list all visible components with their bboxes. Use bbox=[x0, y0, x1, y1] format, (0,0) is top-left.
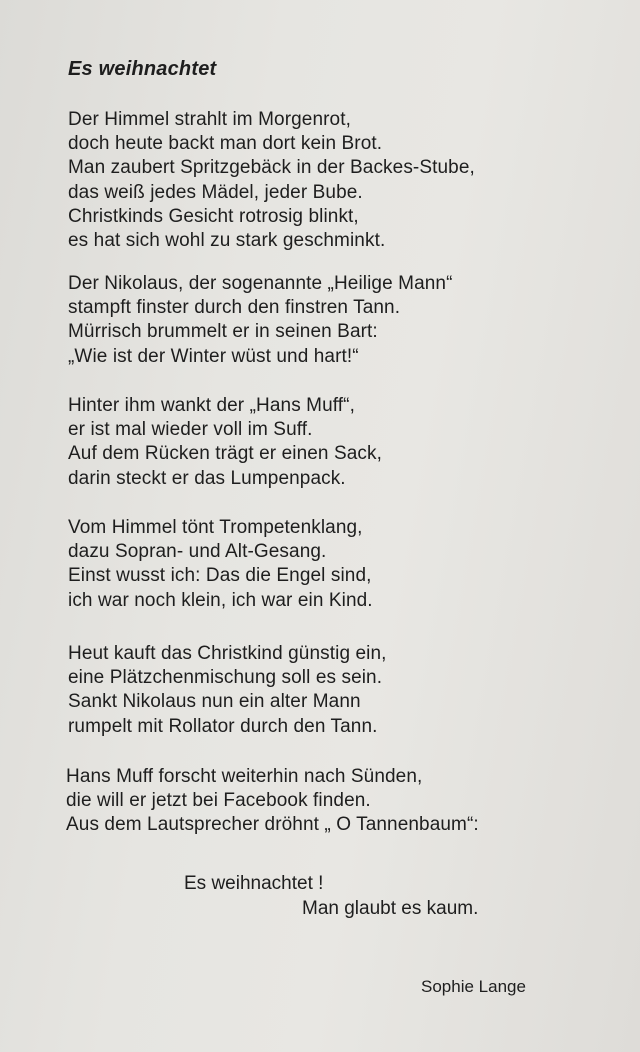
poem-line: Der Himmel strahlt im Morgenrot, bbox=[68, 109, 351, 130]
poem-line: eine Plätzchenmischung soll es sein. bbox=[68, 667, 383, 689]
stanza-2 bbox=[68, 272, 453, 369]
poem-line: Heut kauft das Christkind günstig ein, bbox=[68, 643, 387, 664]
poem-line: Auf dem Rücken trägt er einen Sack, bbox=[68, 443, 382, 465]
poem-line: Aus dem Lautsprecher dröhnt „ O Tannenbaum“: bbox=[66, 814, 479, 836]
poem-line: doch heute backt man dort kein Brot. bbox=[68, 133, 383, 155]
stanza-1 bbox=[68, 108, 475, 253]
closing-line-2: Man glaubt es kaum. bbox=[302, 898, 479, 919]
poem-line: das weiß jedes Mädel, jeder Bube. bbox=[68, 181, 363, 203]
poem-line: Hinter ihm wankt der „Hans Muff“, bbox=[68, 395, 355, 416]
poem-line: Mürrisch brummelt er in seinen Bart: bbox=[68, 321, 378, 343]
poem-line: er ist mal wieder voll im Suff. bbox=[68, 419, 313, 441]
poem-line: Der Nikolaus, der sogenannte „Heilige Mann“ bbox=[68, 273, 453, 294]
poem-line: Vom Himmel tönt Trompetenklang, bbox=[68, 517, 363, 538]
stanza-3 bbox=[68, 394, 382, 491]
poem-line: „Wie ist der Winter wüst und hart!“ bbox=[68, 345, 359, 367]
poem-line: Man zaubert Spritzgebäck in der Backes-Stube, bbox=[68, 157, 475, 179]
poem-title: Es weihnachtet bbox=[68, 58, 217, 80]
closing-line-1: Es weihnachtet ! bbox=[184, 873, 324, 894]
poem-line: dazu Sopran- und Alt-Gesang. bbox=[68, 541, 327, 563]
author-name: Sophie Lange bbox=[421, 977, 526, 996]
poem-line: rumpelt mit Rollator durch den Tann. bbox=[68, 715, 378, 737]
poem-line: darin steckt er das Lumpenpack. bbox=[68, 467, 346, 489]
poem-line: Christkinds Gesicht rotrosig blinkt, bbox=[68, 205, 359, 227]
poem-line: Hans Muff forscht weiterhin nach Sünden, bbox=[66, 766, 423, 787]
poem-line: es hat sich wohl zu stark geschminkt. bbox=[68, 230, 386, 252]
poem-line: Sankt Nikolaus nun ein alter Mann bbox=[68, 691, 361, 713]
poem-line: Einst wusst ich: Das die Engel sind, bbox=[68, 565, 372, 587]
stanza-5 bbox=[68, 642, 387, 739]
stanza-6 bbox=[66, 765, 479, 838]
poem-line: ich war noch klein, ich war ein Kind. bbox=[68, 589, 373, 611]
poem-line: stampft finster durch den finstren Tann. bbox=[68, 297, 401, 319]
stanza-4 bbox=[68, 516, 373, 613]
poem-line: die will er jetzt bei Facebook finden. bbox=[66, 790, 371, 812]
